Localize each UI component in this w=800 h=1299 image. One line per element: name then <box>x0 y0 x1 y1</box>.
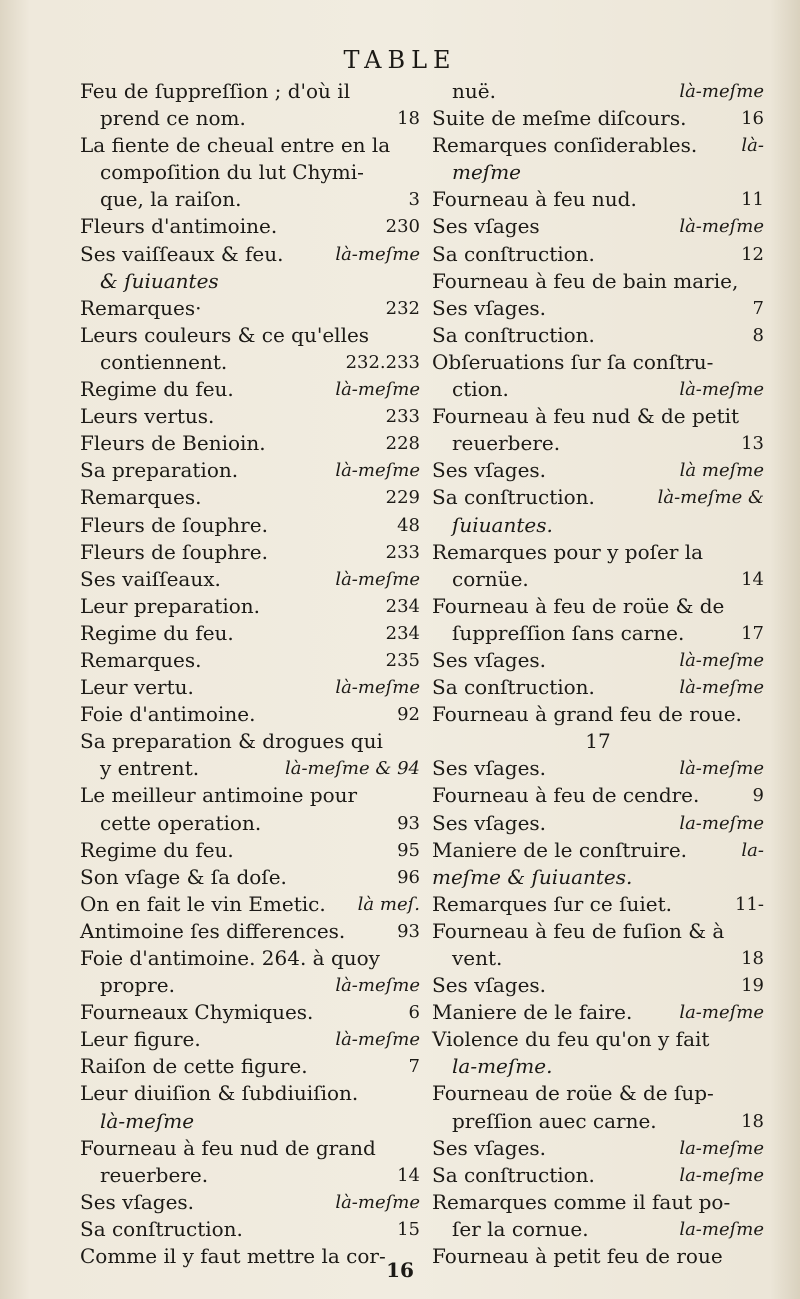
entry-text: Maniere de le conſtruire. <box>432 837 688 862</box>
entry-text: Le meilleur antimoine pour <box>80 783 358 808</box>
page-reference: là-meſme <box>335 568 420 590</box>
entry-text: Remarques. <box>80 485 202 510</box>
page-reference: 93 <box>397 812 420 834</box>
index-entry <box>432 105 764 132</box>
page-reference: là meſme <box>679 460 764 482</box>
page-reference: là-meſme & <box>657 487 764 509</box>
entry-text: Regime du feu. <box>80 837 234 862</box>
index-entry <box>80 1135 420 1162</box>
entry-text: ſer la cornue. <box>452 1216 589 1241</box>
entry-text: La fiente de cheual entre en la <box>80 133 391 158</box>
index-entry <box>432 159 764 186</box>
index-entry <box>432 972 764 999</box>
index-entry <box>432 78 764 105</box>
entry-text: Ses vſages. <box>432 1135 547 1160</box>
page-reference: 234 <box>385 595 420 617</box>
entry-text: Fourneaux Chymiques. <box>80 1000 314 1025</box>
index-entry <box>432 1053 764 1080</box>
index-entry <box>432 782 764 809</box>
index-entry <box>432 132 764 159</box>
index-entry <box>80 620 420 647</box>
index-entry <box>80 186 420 213</box>
entry-text: Remarques conſiderables. <box>432 133 698 158</box>
index-entry <box>80 295 420 322</box>
index-entry <box>432 512 764 539</box>
index-entry <box>80 728 420 755</box>
entry-text: Leurs vertus. <box>80 404 215 429</box>
index-entry <box>432 891 764 918</box>
page-reference: 8 <box>752 324 764 346</box>
index-entry <box>432 403 764 430</box>
page-reference: 19 <box>741 975 764 997</box>
page-reference: là-meſme <box>335 1191 420 1213</box>
index-entry <box>432 349 764 376</box>
index-entry <box>432 566 764 593</box>
page-reference: 12 <box>741 243 764 265</box>
entry-text: cornüe. <box>452 566 529 591</box>
index-entry <box>432 864 764 891</box>
entry-text: ſuiuantes. <box>452 512 553 537</box>
entry-text: compoſition du lut Chymi- <box>100 160 364 185</box>
entry-text: prend ce nom. <box>100 106 246 131</box>
entry-text: reuerbere. <box>100 1162 209 1187</box>
page-reference: 96 <box>397 866 420 888</box>
page-reference: là-meſme <box>679 677 764 699</box>
index-entry <box>80 132 420 159</box>
entry-text: Fourneau à feu de bain marie, <box>432 268 739 293</box>
entry-text: Fleurs d'antimoine. <box>80 214 278 239</box>
entry-text: cette operation. <box>100 810 262 835</box>
index-entry <box>80 701 420 728</box>
entry-text: Feu de ſuppreſſion ; d'où il <box>80 79 351 103</box>
index-entry <box>80 539 420 566</box>
entry-text: la-meſme. <box>452 1054 553 1079</box>
left-column <box>80 78 420 1270</box>
index-entry <box>80 999 420 1026</box>
index-entry <box>80 403 420 430</box>
index-entry <box>432 186 764 213</box>
index-entry <box>432 810 764 837</box>
index-entry <box>432 1162 764 1189</box>
entry-text: Ses vſages. <box>432 973 547 998</box>
entry-text: Leur figure. <box>80 1027 201 1052</box>
index-entry <box>80 755 420 782</box>
page-reference: là-meſme <box>335 975 420 997</box>
entry-text: Comme il y faut mettre la cor- <box>80 1244 386 1269</box>
entry-text: Ses vſages. <box>432 458 547 483</box>
entry-text: Leur preparation. <box>80 593 261 618</box>
index-entry <box>80 213 420 240</box>
index-entry <box>80 810 420 837</box>
entry-text: là-meſme <box>100 1108 195 1133</box>
entry-text: Sa conſtruction. <box>432 1162 595 1187</box>
page-reference: là-meſme <box>679 216 764 238</box>
index-entry <box>80 1189 420 1216</box>
page-reference: 11 <box>741 189 764 211</box>
index-entry <box>80 891 420 918</box>
entry-text: Regime du feu. <box>80 377 234 402</box>
page-reference: là-meſme <box>679 758 764 780</box>
index-entry <box>432 322 764 349</box>
entry-text: Fourneau à grand feu de roue. <box>432 702 742 727</box>
page-reference: 233 <box>385 541 420 563</box>
page-reference: 234 <box>385 622 420 644</box>
page-reference: 14 <box>397 1164 420 1186</box>
index-entry <box>432 701 764 728</box>
index-entry <box>80 972 420 999</box>
index-entry <box>432 647 764 674</box>
page-reference: là meſ. <box>357 893 420 915</box>
entry-text: Sa conſtruction. <box>432 241 595 266</box>
index-entry <box>80 782 420 809</box>
entry-text: Antimoine ſes differences. <box>80 918 346 943</box>
page-reference: 228 <box>385 433 420 455</box>
entry-text: Ses vſages. <box>432 756 547 781</box>
index-entry <box>432 1080 764 1107</box>
entry-text: Remarques. <box>80 647 202 672</box>
index-entry <box>80 593 420 620</box>
page-reference: là-meſme <box>335 243 420 265</box>
entry-text: Fleurs de ſouphre. <box>80 512 268 537</box>
index-entry <box>432 268 764 295</box>
page-reference: la-meſme <box>679 1137 764 1159</box>
entry-text: Leur diuiſion & ſubdiuiſion. <box>80 1081 359 1106</box>
entry-text: propre. <box>100 973 175 998</box>
page-reference: la-meſme <box>679 1164 764 1186</box>
page-header: TABLE <box>343 46 457 74</box>
index-entry <box>80 1053 420 1080</box>
page-reference: 235 <box>385 649 420 671</box>
entry-text: Ses vſages. <box>80 1189 195 1214</box>
page-reference: la-meſme <box>679 1002 764 1024</box>
index-entry <box>432 295 764 322</box>
entry-text: Maniere de le faire. <box>432 1000 633 1025</box>
index-entry <box>432 755 764 782</box>
index-entry <box>80 376 420 403</box>
page-reference: là-meſme <box>679 81 764 102</box>
index-entry <box>80 1162 420 1189</box>
index-entry <box>80 647 420 674</box>
page-reference: là-meſme <box>335 460 420 482</box>
index-entry <box>80 457 420 484</box>
page-reference: la- <box>741 839 764 861</box>
entry-text: Remarques comme il faut po- <box>432 1189 731 1214</box>
entry-text: Fourneau à feu de fuſion & à <box>432 918 725 943</box>
entry-text: ſuppreſſion ſans carne. <box>452 620 685 645</box>
entry-text: & ſuiuantes <box>100 268 219 293</box>
entry-text: Fourneau à feu nud. <box>432 187 637 212</box>
entry-text: Sa preparation. <box>80 458 239 483</box>
index-entry <box>432 728 764 755</box>
index-entry <box>80 78 420 105</box>
page-reference: 93 <box>397 920 420 942</box>
entry-text: meſme <box>452 160 522 185</box>
page-reference: 9 <box>752 785 764 807</box>
index-entry <box>80 1080 420 1107</box>
page-reference: 17 <box>741 622 764 644</box>
index-entry <box>80 1108 420 1135</box>
entry-text: Ses vſages. <box>432 647 547 672</box>
index-entry <box>80 674 420 701</box>
page-reference: 95 <box>397 839 420 861</box>
page-reference: là-meſme & 94 <box>284 758 420 780</box>
index-entry <box>432 241 764 268</box>
page-reference: 16 <box>741 108 764 130</box>
entry-text: 17 <box>585 729 611 754</box>
page-reference: 15 <box>397 1218 420 1240</box>
page-reference: 230 <box>385 216 420 238</box>
page-reference: 233 <box>385 406 420 428</box>
entry-text: ction. <box>452 377 509 402</box>
page-reference: là-meſme <box>679 379 764 401</box>
entry-text: Son vſage & ſa doſe. <box>80 864 287 889</box>
index-entry <box>432 213 764 240</box>
entry-text: Regime du feu. <box>80 620 234 645</box>
index-entry <box>432 376 764 403</box>
index-entry <box>432 837 764 864</box>
index-entry <box>432 945 764 972</box>
index-entry <box>432 457 764 484</box>
page-reference: 14 <box>741 568 764 590</box>
index-entry <box>80 430 420 457</box>
entry-text: Sa conſtruction. <box>432 675 595 700</box>
entry-text: nuë. <box>452 79 496 103</box>
entry-text: contiennent. <box>100 349 228 374</box>
index-entry <box>432 1189 764 1216</box>
page-reference: 48 <box>397 514 420 536</box>
entry-text: Leur vertu. <box>80 675 194 700</box>
entry-text: Obſeruations ſur ſa conſtru- <box>432 349 714 374</box>
entry-text: Foie d'antimoine. 264. à quoy <box>80 946 380 970</box>
index-entry <box>80 918 420 945</box>
index-entry <box>432 430 764 457</box>
page-reference: là-meſme <box>335 1029 420 1051</box>
index-entry <box>432 674 764 701</box>
page-reference: 7 <box>752 297 764 319</box>
index-entry <box>80 241 420 268</box>
index-entry <box>80 1216 420 1243</box>
entry-text: Sa preparation & drogues qui <box>80 729 383 754</box>
index-entry <box>80 566 420 593</box>
page-reference: 11- <box>735 893 764 915</box>
index-entry <box>80 512 420 539</box>
page-reference: 6 <box>408 1002 420 1024</box>
entry-text: Remarques pour y poſer la <box>432 539 704 564</box>
index-entry <box>432 539 764 566</box>
index-entry <box>432 620 764 647</box>
page-reference: 232 <box>385 297 420 319</box>
entry-text: meſme & ſuiuantes. <box>432 864 633 889</box>
index-entry <box>432 593 764 620</box>
index-entry <box>80 105 420 132</box>
page-reference: là- <box>741 135 764 157</box>
index-entry <box>80 864 420 891</box>
page-reference: là-meſme <box>679 649 764 671</box>
index-entry <box>80 322 420 349</box>
index-entry <box>432 999 764 1026</box>
index-entry <box>80 159 420 186</box>
entry-text: Fourneau à feu nud de grand <box>80 1135 376 1160</box>
entry-text: Fleurs de ſouphre. <box>80 539 268 564</box>
entry-text: Remarques· <box>80 295 202 320</box>
entry-text: Ses vſages. <box>432 295 547 320</box>
entry-text: Sa conſtruction. <box>80 1216 243 1241</box>
entry-text: Fourneau à feu de cendre. <box>432 783 700 808</box>
entry-text: reuerbere. <box>452 431 561 456</box>
entry-text: Violence du feu qu'on y fait <box>432 1027 710 1052</box>
page-reference: la-meſme <box>679 812 764 834</box>
page-reference: 18 <box>741 1110 764 1132</box>
page-number: 16 <box>386 1258 414 1282</box>
entry-text: Sa conſtruction. <box>432 322 595 347</box>
index-entry <box>80 349 420 376</box>
page-reference: 92 <box>397 704 420 726</box>
index-entry <box>432 1108 764 1135</box>
entry-text: Remarques ſur ce ſuiet. <box>432 891 672 916</box>
page-reference: 18 <box>397 108 420 130</box>
entry-text: Raiſon de cette figure. <box>80 1054 308 1079</box>
entry-text: Fourneau à feu de roüe & de <box>432 593 725 618</box>
entry-text: Sa conſtruction. <box>432 485 595 510</box>
entry-text: y entrent. <box>100 756 200 781</box>
index-entry <box>80 484 420 511</box>
entry-text: Ses vaiſſeaux. <box>80 566 221 591</box>
entry-text: que, la raiſon. <box>100 187 242 212</box>
page-reference: la-meſme <box>679 1218 764 1240</box>
page-reference: là-meſme <box>335 379 420 401</box>
page-reference: 18 <box>741 948 764 969</box>
entry-text: Ses vaiſſeaux & feu. <box>80 241 284 266</box>
entry-text: On en fait le vin Emetic. <box>80 891 326 916</box>
index-entry <box>80 268 420 295</box>
entry-text: Leurs couleurs & ce qu'elles <box>80 322 370 347</box>
index-entry <box>432 1026 764 1053</box>
entry-text: vent. <box>452 946 503 970</box>
index-entry <box>80 837 420 864</box>
index-entry <box>432 1216 764 1243</box>
index-entry <box>432 918 764 945</box>
entry-text: Ses vſages. <box>432 810 547 835</box>
index-entry <box>80 945 420 972</box>
page-reference: 232.233 <box>345 351 420 373</box>
entry-text: Fourneau à petit feu de roue <box>432 1244 723 1269</box>
index-entry <box>432 1135 764 1162</box>
entry-text: Foie d'antimoine. <box>80 702 256 727</box>
entry-text: Fleurs de Benioin. <box>80 431 266 456</box>
page-reference: 13 <box>741 433 764 455</box>
entry-text: preſſion auec carne. <box>452 1108 657 1133</box>
entry-text: Fourneau à feu nud & de petit <box>432 404 740 429</box>
page-reference: 7 <box>408 1056 420 1078</box>
entry-text: Suite de meſme diſcours. <box>432 106 687 131</box>
page-reference: là-meſme <box>335 677 420 699</box>
entry-text: Fourneau de roüe & de ſup- <box>432 1081 714 1106</box>
entry-text: Ses vſages <box>432 214 540 239</box>
page-reference: 229 <box>385 487 420 509</box>
index-entry <box>80 1026 420 1053</box>
index-entry <box>432 484 764 511</box>
page-reference: 3 <box>408 189 420 211</box>
right-column <box>432 78 764 1270</box>
